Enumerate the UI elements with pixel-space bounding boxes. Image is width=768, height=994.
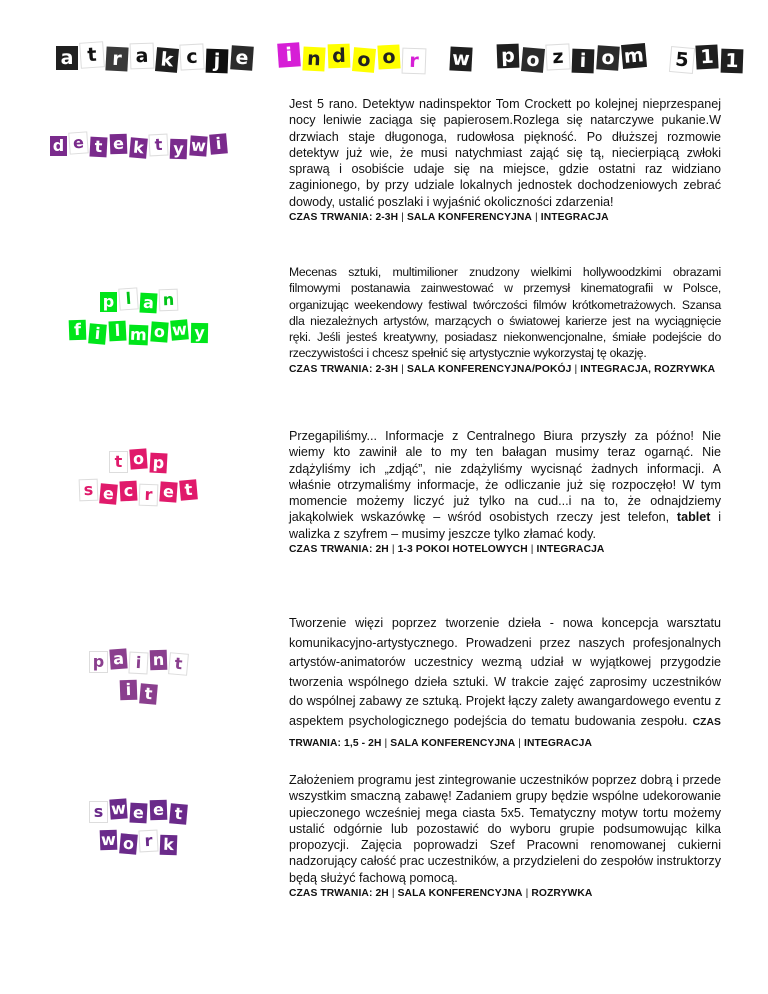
letter-tile: e xyxy=(159,481,177,502)
letter-tile: j xyxy=(206,49,229,74)
letter-tile: w xyxy=(100,829,117,850)
letter-tile: a xyxy=(131,44,154,69)
meta-duration: CZAS TRWANIA: 2H xyxy=(289,888,389,900)
activity-meta: CZAS TRWANIA: 2-3H | SALA KONFERENCYJNA/POKÓJ | INTEGRACJA, ROZRYWKA xyxy=(289,363,716,375)
letter-tile: i xyxy=(129,653,147,674)
activity-description xyxy=(289,772,721,902)
title-word xyxy=(56,43,256,72)
activity-description xyxy=(289,428,721,558)
meta-type: INTEGRACJA, ROZRYWKA xyxy=(580,363,716,375)
activity-title xyxy=(40,132,240,159)
letter-tile: t xyxy=(110,452,127,472)
title-line xyxy=(100,829,180,855)
letter-tile: p xyxy=(149,453,167,474)
letter-tile: i xyxy=(120,680,138,701)
title-line xyxy=(50,132,230,159)
letter-tile: i xyxy=(88,323,107,344)
letter-tile: r xyxy=(105,46,128,71)
letter-tile: t xyxy=(80,42,104,67)
letter-tile: n xyxy=(160,290,178,311)
letter-tile: o xyxy=(150,321,168,342)
letter-tile: e xyxy=(99,483,118,504)
activity-meta: CZAS TRWANIA: 1,5 - 2H | SALA KONFERENCYJNA | INTEGRACJA xyxy=(289,716,721,749)
letter-tile: t xyxy=(89,137,107,158)
meta-type: INTEGRACJA xyxy=(524,737,592,749)
letter-tile: f xyxy=(69,320,87,341)
letter-tile: t xyxy=(169,803,188,824)
meta-location: SALA KONFERENCYJNA xyxy=(397,888,523,900)
meta-type: INTEGRACJA xyxy=(540,212,609,224)
title-line xyxy=(80,479,200,505)
title-word xyxy=(497,43,649,72)
page-title xyxy=(56,43,768,72)
activity-meta: CZAS TRWANIA: 2H | 1-3 POKOI HOTELOWYCH | INTEGRACJA xyxy=(289,544,605,556)
letter-tile: a xyxy=(139,293,157,314)
letter-tile: r xyxy=(140,485,158,506)
letter-tile: o xyxy=(352,47,376,73)
meta-location: SALA KONFERENCYJNA xyxy=(406,212,532,224)
letter-tile: o xyxy=(377,44,400,69)
letter-tile: w xyxy=(190,135,207,156)
letter-tile: k xyxy=(155,47,179,73)
letter-tile: e xyxy=(129,803,147,824)
meta-duration: CZAS TRWANIA: 2-3H xyxy=(289,363,399,375)
letter-tile: i xyxy=(277,42,301,67)
activity-meta: CZAS TRWANIA: 2H | SALA KONFERENCYJNA | ROZRYWKA xyxy=(289,888,593,900)
letter-tile: e xyxy=(69,132,87,153)
letter-tile: c xyxy=(119,481,137,502)
letter-tile: o xyxy=(129,448,147,469)
letter-tile: o xyxy=(521,47,545,73)
meta-duration: CZAS TRWANIA: 1,5 - 2H xyxy=(289,716,721,749)
letter-tile: t xyxy=(169,653,188,674)
title-line xyxy=(110,448,170,473)
description-text: Mecenas sztuki, multimilioner znudzony wielkimi hollywoodzkimi obrazami filmowymi postanawia zainwestować w przemysł kinematografii w Polsce, organizując weekendowy festiwal twórczości filmów krótkometrażowych. Szansa dla niezależnych artystów, marzących o światowej karierze jest na wyciągnięcie ręki. Jeśli jesteś kreatywny, posiadasz niekonwencjonalne, śmiałe podejście do rzeczywistości i chcesz spełnić się artystycznie wykorzystaj tę okazję. xyxy=(289,265,721,361)
letter-tile: k xyxy=(160,835,178,856)
letter-tile: w xyxy=(110,798,127,819)
letter-tile: c xyxy=(180,44,203,69)
activity-title xyxy=(40,648,240,704)
letter-tile: r xyxy=(403,49,426,74)
letter-tile: s xyxy=(80,480,98,501)
letter-tile: l xyxy=(119,288,137,309)
letter-tile: s xyxy=(90,802,107,822)
description-text-end: i walizka z szyfrem – musimy jeszcze tylko złamać kody. xyxy=(289,510,722,541)
letter-tile: n xyxy=(302,46,325,71)
meta-type: INTEGRACJA xyxy=(536,544,605,556)
letter-tile: t xyxy=(149,135,167,156)
letter-tile: i xyxy=(209,133,228,154)
activity-title xyxy=(40,448,240,505)
description-text: Tworzenie więzi poprzez tworzenie dzieła - nowa koncepcja warsztatu komunikacyjno-artystycznego. Prowadzeni przez naszych profesjonalnych artystów-animatorów uczestnicy wezmą udział w wyjątkowej przygodzie tworzenia wspólnego dzieła sztuki. W trakcie zajęć zaprosimy uczestników do wspólnej zabawy ze sztuką. Projekt łączy zalety awangardowego eventu z aspektem psychologicznego podejścia do tematu budowania zespołu. xyxy=(289,616,721,728)
letter-tile: t xyxy=(179,479,198,500)
meta-duration: CZAS TRWANIA: 2-3H xyxy=(289,212,399,224)
title-line xyxy=(100,288,180,313)
meta-location: SALA KONFERENCYJNA/POKÓJ xyxy=(406,363,572,375)
letter-tile: n xyxy=(150,650,168,671)
letter-tile: p xyxy=(100,292,117,312)
letter-tile: k xyxy=(129,137,148,158)
letter-tile: l xyxy=(109,321,127,342)
title-line xyxy=(69,319,211,345)
letter-tile: p xyxy=(497,44,520,69)
title-line xyxy=(120,679,160,704)
letter-tile: d xyxy=(328,44,351,69)
letter-tile: y xyxy=(191,323,208,343)
letter-tile: y xyxy=(170,139,188,160)
meta-location: 1-3 POKOI HOTELOWYCH xyxy=(397,544,528,556)
letter-tile: d xyxy=(50,136,67,156)
letter-tile: 5 xyxy=(670,47,694,73)
description-text: Jest 5 rano. Detektyw nadinspektor Tom Crockett po kolejnej nieprzespanej nocy leniwie zaciąga się papierosem.Rozlega się natarczywe pukanie.W drzwiach staje długonoga, rudowłosa piękność. Po dłuższej rozmowie detektyw już wie, że musi natychmiast zająć się tą, niecierpiącą zwłoki sprawą i osobiście udaje się na miejsce, gdzie ostatni raz widziano zaginionego, by przy udziale lokalnych jednostek dochodzeniowych zebrać dowody, ustalić poszlaki i wyjaśnić okoliczności zdarzenia! xyxy=(289,97,721,209)
meta-duration: CZAS TRWANIA: 2H xyxy=(289,544,389,556)
title-word xyxy=(450,46,475,70)
title-line xyxy=(90,648,190,674)
description-text: Założeniem programu jest zintegrowanie uczestników poprzez dobrą i przede wszystkim smaczną zabawę! Zadaniem grupy będzie wspólne udekorowanie upieczonego wcześniej mega ciasta 5x5. Tematyczny motyw tortu możemy ustalić odgórnie lub pozostawić do wyboru grupie podsumowując kilka propozycji. Zajęcia poprowadzi Szef Pracowni renomowanej cukierni nadzorujący całość prac uczestników, a przydzieleni do zespołów instruktorzy będą służyć fachową pomocą. xyxy=(289,773,721,885)
letter-tile: o xyxy=(596,45,620,70)
letter-tile: w xyxy=(449,46,472,71)
letter-tile: e xyxy=(230,45,254,70)
letter-tile: e xyxy=(150,800,168,821)
title-line xyxy=(90,798,190,824)
letter-tile: 1 xyxy=(720,49,743,74)
letter-tile: a xyxy=(109,648,127,669)
title-word xyxy=(278,43,428,72)
letter-tile: m xyxy=(129,324,148,345)
letter-tile: p xyxy=(90,652,107,672)
activity-title xyxy=(40,288,240,345)
letter-tile: e xyxy=(110,134,128,155)
title-word xyxy=(671,46,746,70)
description-text: Przegapiliśmy... Informacje z Centralnego Biura przyszły za późno! Nie wiemy kto zawinił ale to my ten bałagan musimy teraz ogarnąć. Nie zdążyliśmy ich „zdjąć”, nie zdążyliśmy wycisnąć żadnych informacji. A właśnie otrzymaliśmy informacje, że odliczanie już się rozpoczęło! W tym momencie możemy liczyć już tylko na cud...i na to, że odnajdziemy jakąkolwiek wskazówkę – wśród osobistych rzeczy jest telefon, xyxy=(289,429,721,525)
activity-title xyxy=(40,798,240,855)
letter-tile: 1 xyxy=(695,44,718,69)
letter-tile: z xyxy=(546,44,569,69)
activity-description xyxy=(289,614,721,753)
description-bold: tablet xyxy=(676,510,711,525)
letter-tile: a xyxy=(56,46,78,70)
letter-tile: r xyxy=(139,831,157,852)
letter-tile: m xyxy=(621,43,647,69)
letter-tile: o xyxy=(119,833,138,854)
activity-description xyxy=(289,96,721,226)
letter-tile: t xyxy=(139,683,158,704)
activity-meta: CZAS TRWANIA: 2-3H | SALA KONFERENCYJNA | INTEGRACJA xyxy=(289,212,609,224)
letter-tile: w xyxy=(171,319,188,340)
meta-location: SALA KONFERENCYJNA xyxy=(390,737,516,749)
activity-description xyxy=(289,264,721,378)
meta-type: ROZRYWKA xyxy=(531,888,593,900)
letter-tile: i xyxy=(572,49,595,74)
